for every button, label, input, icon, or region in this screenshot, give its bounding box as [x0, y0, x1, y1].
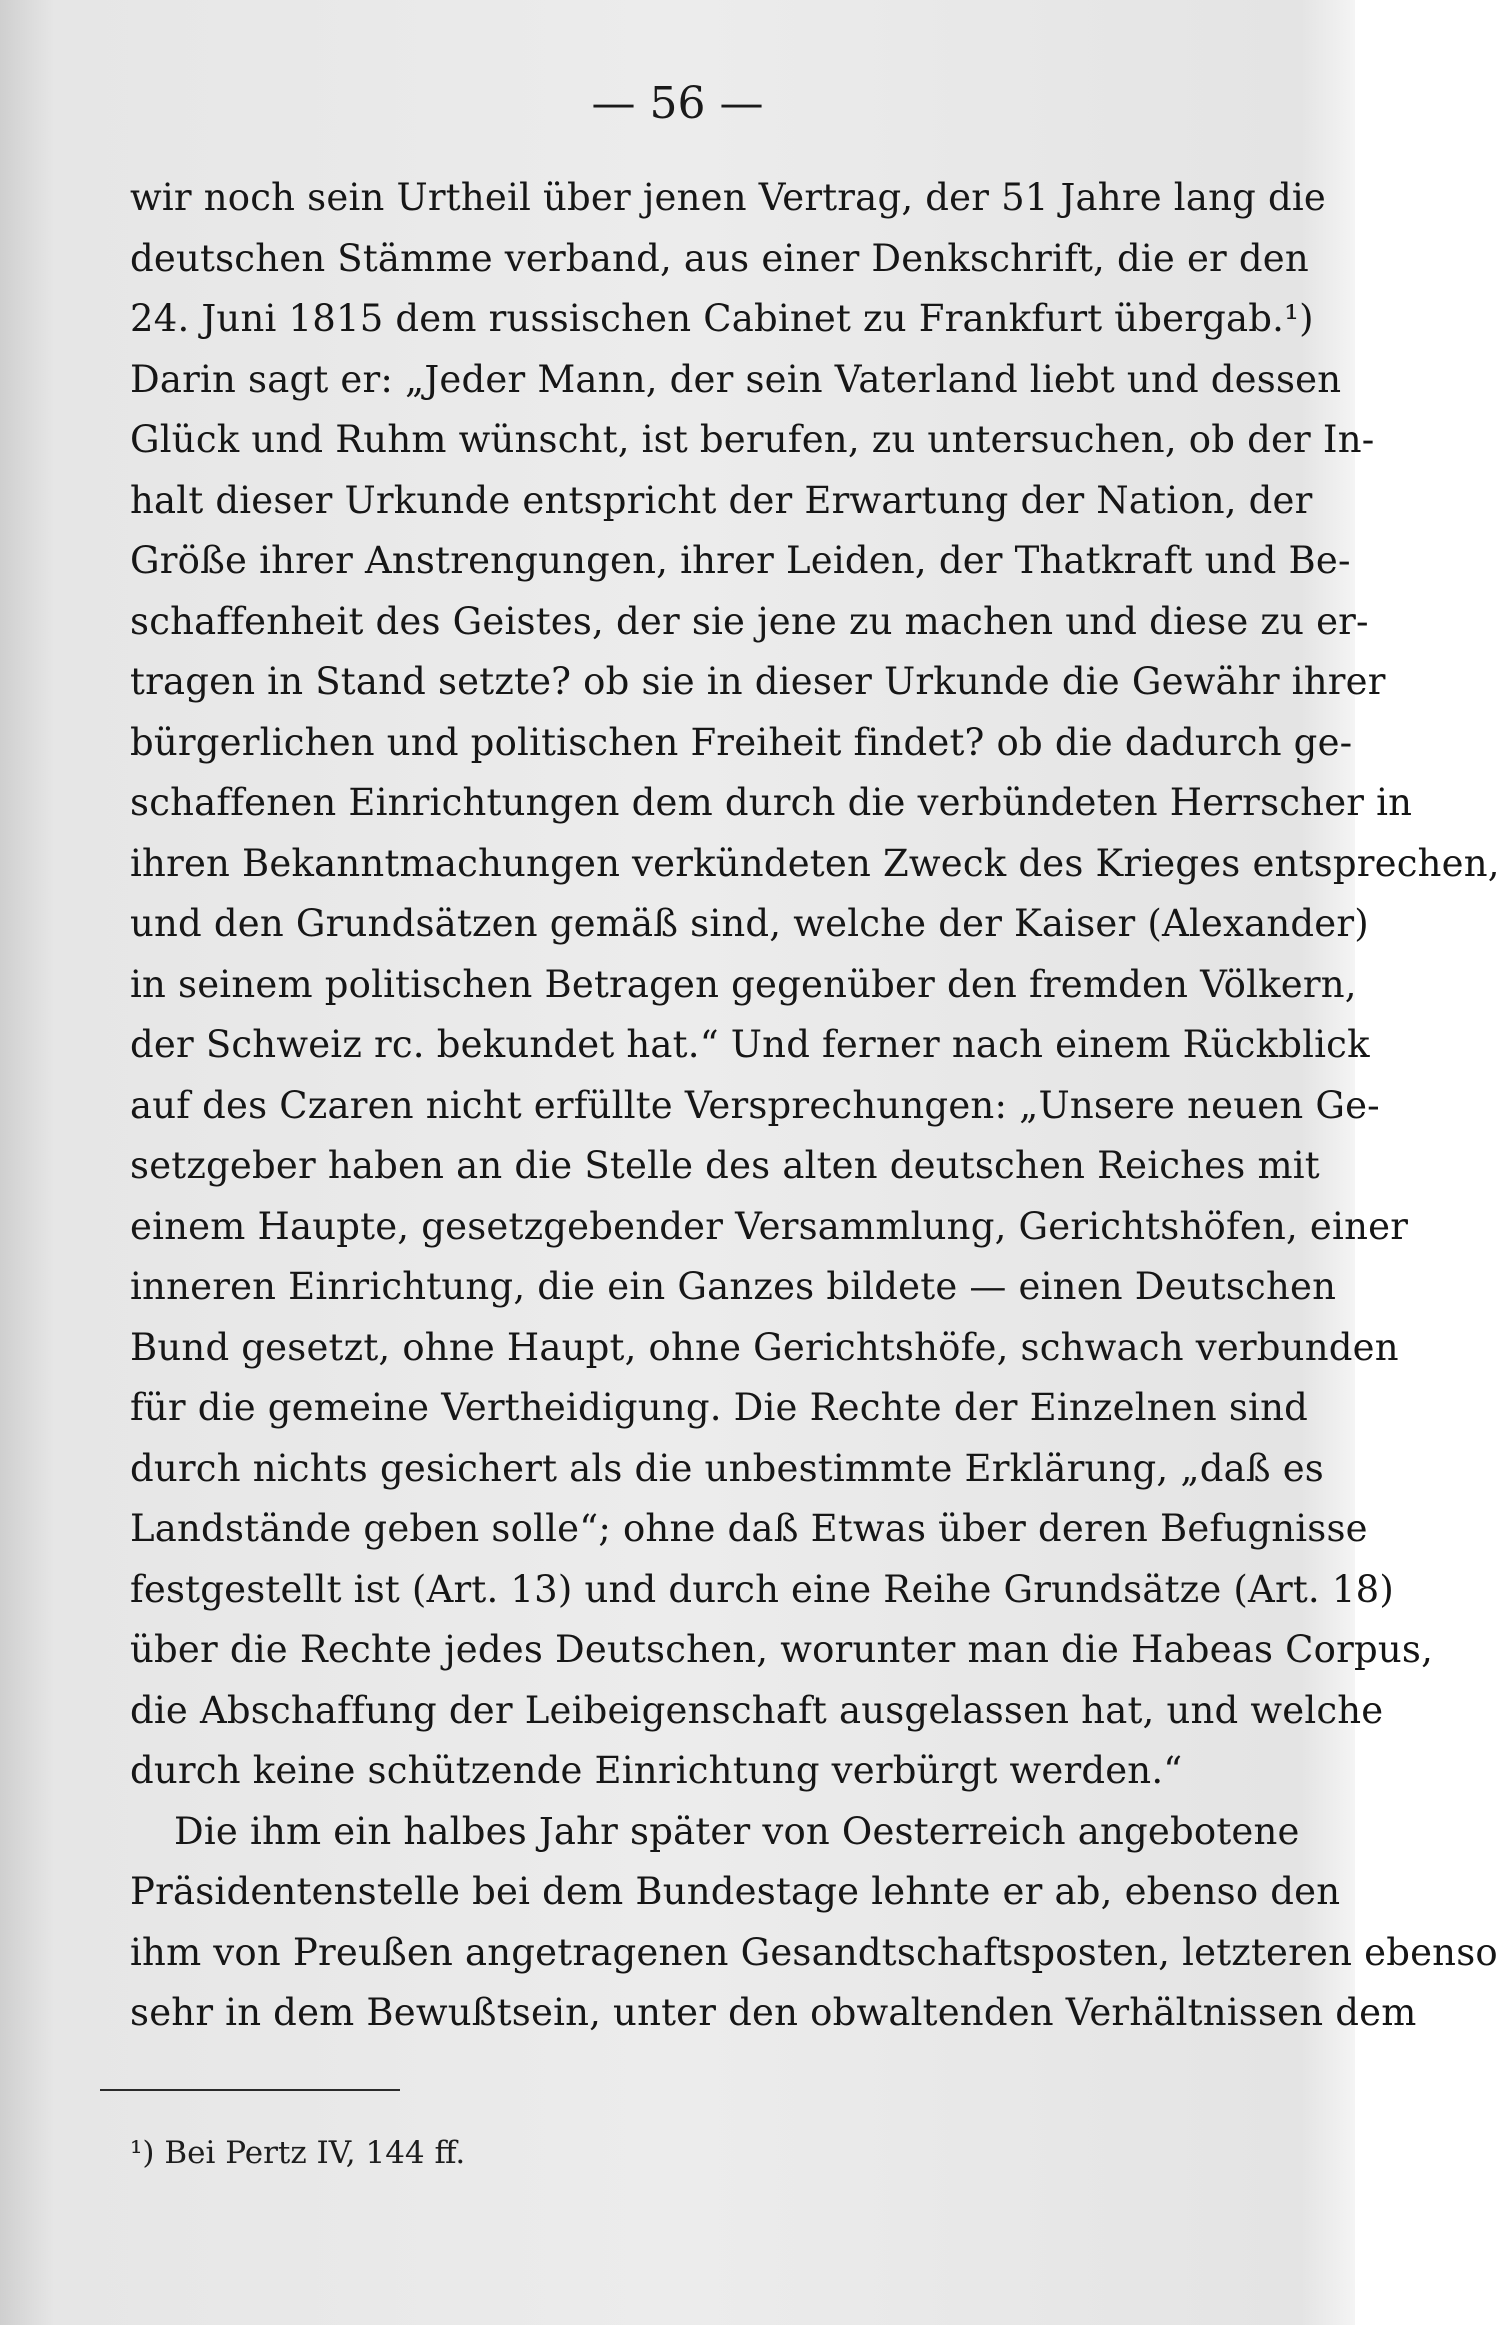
text-line: die Abschaffung der Leibeigenschaft ausgelassen hat, und welche [130, 1688, 1384, 1732]
text-line: Bund gesetzt, ohne Haupt, ohne Gerichtshöfe, schwach verbunden [130, 1325, 1399, 1369]
text-line: Die ihm ein halbes Jahr später von Oesterreich angebotene [174, 1809, 1300, 1853]
text-line: ihm von Preußen angetragenen Gesandtschaftsposten, letzteren ebenso [130, 1930, 1498, 1974]
text-line: einem Haupte, gesetzgebender Versammlung, Gerichtshöfen, einer [130, 1204, 1409, 1248]
text-line: Präsidentenstelle bei dem Bundestage lehnte er ab, ebenso den [130, 1870, 1341, 1913]
page-number: — 56 — [591, 78, 764, 129]
text-line: deutschen Stämme verband, aus einer Denkschrift, die er den [130, 236, 1309, 280]
text-line: sehr in dem Bewußtsein, unter den obwaltenden Verhältnissen dem [130, 1991, 1417, 2034]
text-line: halt dieser Urkunde entspricht der Erwartung der Nation, der [130, 478, 1313, 522]
text-line: auf des Czaren nicht erfüllte Versprechungen: „Unsere neuen Ge- [130, 1083, 1380, 1127]
text-line: ihren Bekanntmachungen verkündeten Zweck des Krieges entsprechen, [130, 841, 1500, 885]
text-line: setzgeber haben an die Stelle des alten deutschen Reiches mit [130, 1144, 1320, 1187]
text-line: inneren Einrichtung, die ein Ganzes bildete — einen Deutschen [130, 1265, 1337, 1308]
text-line: 24. Juni 1815 dem russischen Cabinet zu Frankfurt übergab.¹) [130, 297, 1314, 340]
text-line: tragen in Stand setzte? ob sie in dieser Urkunde die Gewähr ihrer [130, 660, 1386, 703]
text-line: in seinem politischen Betragen gegenüber den fremden Völkern, [130, 962, 1357, 1006]
text-line: durch keine schützende Einrichtung verbürgt werden.“ [130, 1749, 1183, 1792]
text-line: über die Rechte jedes Deutschen, worunter man die Habeas Corpus, [130, 1628, 1434, 1671]
text-line: und den Grundsätzen gemäß sind, welche der Kaiser (Alexander) [130, 902, 1369, 945]
text-line: festgestellt ist (Art. 13) und durch eine Reihe Grundsätze (Art. 18) [130, 1567, 1394, 1611]
text-line: Landstände geben solle“; ohne daß Etwas über deren Befugnisse [130, 1507, 1368, 1550]
footnote-divider [100, 2089, 400, 2091]
text-line: Darin sagt er: „Jeder Mann, der sein Vaterland liebt und dessen [130, 357, 1342, 401]
text-line: schaffenen Einrichtungen dem durch die verbündeten Herrscher in [130, 781, 1413, 824]
text-line: Größe ihrer Anstrengungen, ihrer Leiden, der Thatkraft und Be- [130, 539, 1351, 582]
text-line: der Schweiz rc. bekundet hat.“ Und ferner nach einem Rückblick [130, 1023, 1370, 1066]
text-line: durch nichts gesichert als die unbestimmte Erklärung, „daß es [130, 1446, 1324, 1490]
text-line: bürgerlichen und politischen Freiheit findet? ob die dadurch ge- [130, 720, 1353, 764]
text-line: Glück und Ruhm wünscht, ist berufen, zu untersuchen, ob der In- [130, 418, 1375, 461]
body-text [130, 168, 1500, 2044]
footnote: ¹) Bei Pertz IV, 144 ff. [130, 2135, 466, 2171]
text-line: schaffenheit des Geistes, der sie jene zu machen und diese zu er- [130, 599, 1369, 643]
text-line: für die gemeine Vertheidigung. Die Rechte der Einzelnen sind [130, 1386, 1309, 1429]
text-line: wir noch sein Urtheil über jenen Vertrag, der 51 Jahre lang die [130, 176, 1326, 219]
